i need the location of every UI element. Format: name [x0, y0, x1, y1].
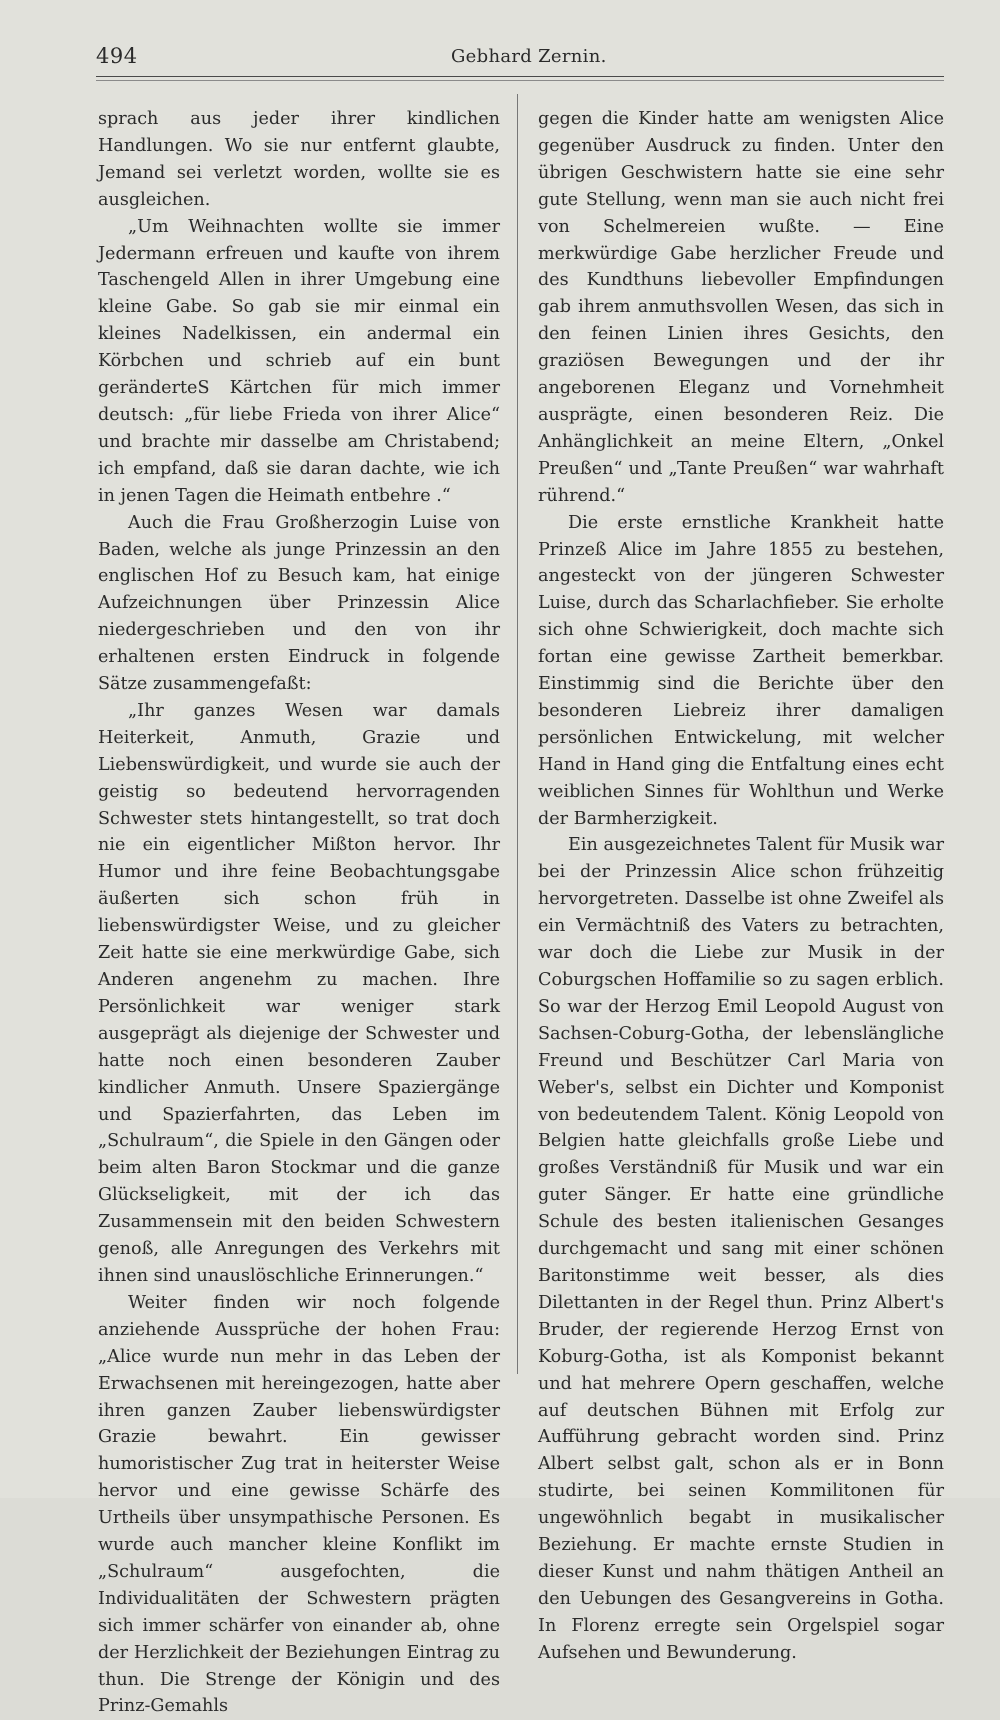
page-number: 494	[96, 44, 138, 68]
paragraph: Ein ausgezeichnetes Talent für Musik war bei der Prinzessin Alice schon frühzeitig hervorgetreten. Dasselbe ist ohne Zweifel als ein Vermächtniß des Vaters zu betrachten, war doch die Liebe zur Musik in der Coburgschen Hoffamilie so zu sagen erblich. So war der Herzog Emil Leopold August von Sachsen-Coburg-Gotha, der lebenslängliche Freund und Beschützer Carl Maria von Weber's, selbst ein Dichter und Komponist von bedeutendem Talent. König Leopold von Belgien hatte gleichfalls große Liebe und großes Verständniß für Musik und war ein guter Sänger. Er hatte eine gründliche Schule des besten italienischen Gesanges durchgemacht und sang mit einer schönen Baritonstimme weit besser, als dies Dilettanten in der Regel thun. Prinz Albert's Bruder, der regierende Herzog Ernst von Koburg-Gotha, ist als Komponist bekannt und hat mehrere Opern geschaffen, welche auf deutschen Bühnen mit Erfolg zur Aufführung gebracht worden sind. Prinz Albert selbst galt, schon als er in Bonn studirte, bei seinen Kommilitonen für ungewöhnlich begabt in musikalischer Beziehung. Er machte ernste Studien in dieser Kunst und nahm thätigen Antheil an den Uebungen des Gesangvereins in Gotha. In Florenz erregte sein Orgelspiel sogar Aufsehen und Bewunderung.	[538, 835, 944, 1663]
paragraph: „Ihr ganzes Wesen war damals Heiterkeit, Anmuth, Grazie und Liebenswürdigkeit, und wurde sie auch der geistig so bedeutend hervorragenden Schwester stets hintangestellt, so trat doch nie ein eigentlicher Mißton hervor. Ihr Humor und ihre feine Beobachtungsgabe äußerten sich schon früh in liebenswürdigster Weise, und zu gleicher Zeit hatte sie eine merkwürdige Gabe, sich Anderen angenehm zu machen. Ihre Persönlichkeit war weniger stark ausgeprägt als diejenige der Schwester und hatte noch einen besonderen Zauber kindlicher Anmuth. Unsere Spaziergänge und Spazierfahrten, das Leben im „Schulraum“, die Spiele in den Gängen oder beim alten Baron Stockmar und die ganze Glückseligkeit, mit der ich das Zusammensein mit den beiden Schwestern genoß, alle Anregungen des Verkehrs mit ihnen sind unauslöschliche Erinnerungen.“	[98, 700, 500, 1286]
paragraph: „Um Weihnachten wollte sie immer Jedermann erfreuen und kaufte von ihrem Taschengeld Allen in ihrer Umgebung eine kleine Gabe. So gab sie mir einmal ein kleines Nadelkissen, ein andermal ein Körbchen und schrieb auf ein bunt geränderteS Kärtchen für mich immer deutsch: „für liebe Frieda von ihrer Alice“ und brachte mir dasselbe am Christabend; ich empfand, daß sie daran dachte, wie ich in jenen Tagen die Heimath entbehre .“	[98, 216, 500, 506]
page-header	[96, 40, 944, 80]
header-rule-secondary	[96, 80, 944, 81]
column-divider	[517, 94, 518, 1374]
paragraph: sprach aus jeder ihrer kindlichen Handlungen. Wo sie nur entfernt glaubte, Jemand sei verletzt worden, wollte sie es ausgleichen.	[98, 109, 500, 210]
right-column	[538, 106, 944, 1667]
running-title: Gebhard Zernin.	[451, 46, 607, 67]
paragraph: gegen die Kinder hatte am wenigsten Alice gegenüber Ausdruck zu finden. Unter den übrigen Geschwistern hatte sie eine sehr gute Stellung, wenn man sie auch nicht frei von Schelmereien wußte. — Eine merkwürdige Gabe herzlicher Freude und des Kundthuns liebevoller Empfindungen gab ihrem anmuthsvollen Wesen, das sich in den feinen Linien ihres Gesichts, den graziösen Bewegungen und der ihr angeborenen Eleganz und Vornehmheit ausprägte, einen besonderen Reiz. Die Anhänglichkeit an meine Eltern, „Onkel Preußen“ und „Tante Preußen“ war wahrhaft rührend.“	[538, 109, 944, 506]
left-column	[98, 106, 500, 1720]
paragraph: Weiter finden wir noch folgende anziehende Aussprüche der hohen Frau: „Alice wurde nun mehr in das Leben der Erwachsenen mit hereingezogen, hatte aber ihren ganzen Zauber liebenswürdigster Grazie bewahrt. Ein gewisser humoristischer Zug trat in heiterster Weise hervor und eine gewisse Schärfe des Urtheils über unsympathische Personen. Es wurde auch mancher kleine Konflikt im „Schulraum“ ausgefochten, die Individualitäten der Schwestern prägten sich immer schärfer von einander ab, ohne der Herzlichkeit der Beziehungen Eintrag zu thun. Die Strenge der Königin und des Prinz-Gemahls	[98, 1292, 500, 1717]
header-rule	[96, 76, 944, 77]
paragraph: Die erste ernstliche Krankheit hatte Prinzeß Alice im Jahre 1855 zu bestehen, angesteckt von der jüngeren Schwester Luise, durch das Scharlachfieber. Sie erholte sich ohne Schwierigkeit, doch machte sich fortan eine gewisse Zartheit bemerkbar. Einstimmig sind die Berichte über den besonderen Liebreiz ihrer damaligen persönlichen Entwickelung, mit welcher Hand in Hand ging die Entfaltung eines echt weiblichen Sinnes für Wohlthun und Werke der Barmherzigkeit.	[538, 512, 944, 829]
paragraph: Auch die Frau Großherzogin Luise von Baden, welche als junge Prinzessin an den englischen Hof zu Besuch kam, hat einige Aufzeichnungen über Prinzessin Alice niedergeschrieben und den von ihr erhaltenen ersten Eindruck in folgende Sätze zusammengefaßt:	[98, 512, 500, 695]
